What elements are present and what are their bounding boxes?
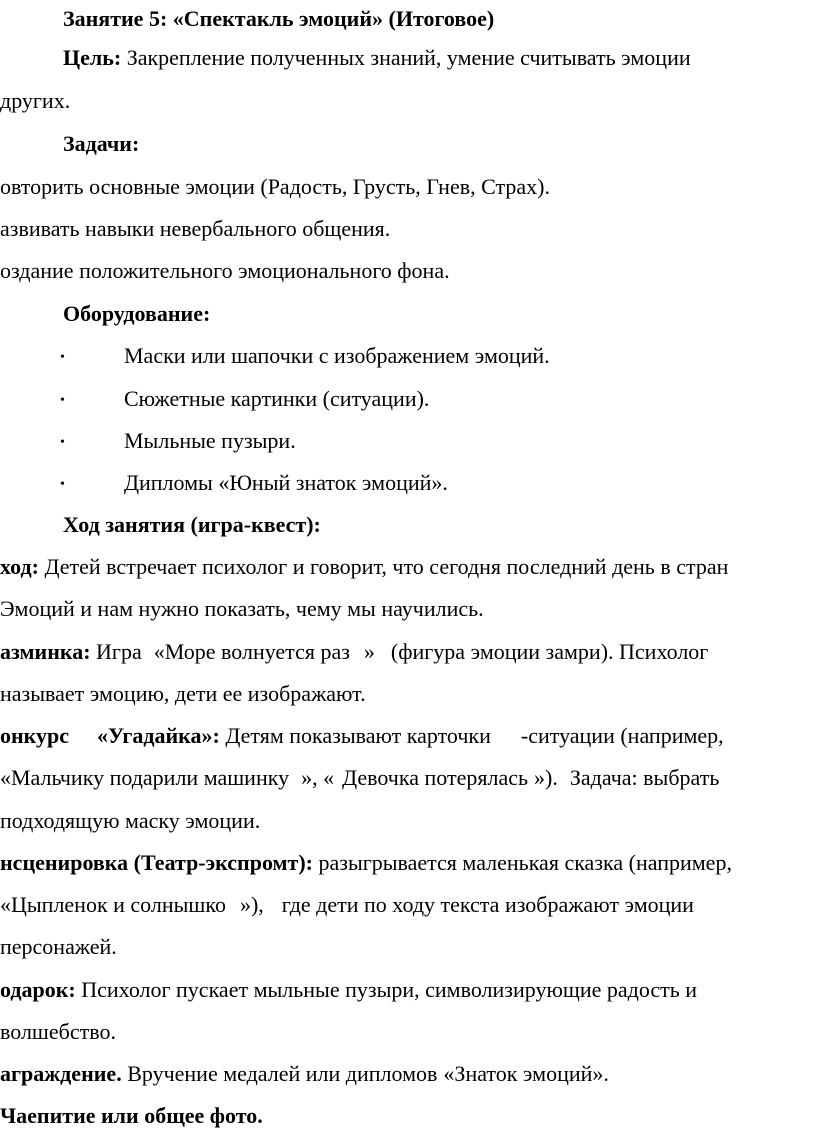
tasks-heading: Задачи: — [63, 131, 140, 156]
contest-task: Задача: выбрать — [569, 765, 720, 790]
task-item: овторить основные эмоции (Радость, Грусть, Гнев, Страх). — [0, 174, 550, 199]
warmup-label: азминка: — [0, 639, 91, 664]
award-label: аграждение. — [0, 1061, 122, 1086]
task-item: азвивать навыки невербального общения. — [0, 216, 391, 241]
goal-line — [63, 45, 691, 71]
staging-tale: «Цыпленок и солнышко — [0, 892, 226, 917]
task-item: оздание положительного эмоционального фона. — [0, 258, 450, 283]
entry-text-cont: Эмоций и нам нужно показать, чему мы научились. — [0, 596, 484, 621]
equipment-item: Дипломы «Юный знаток эмоций». — [124, 470, 448, 495]
contest-quote-end: »). — [534, 765, 558, 790]
staging-label: нсценировка (Театр-экспромт): — [0, 850, 313, 875]
final-step: Чаепитие или общее фото. — [0, 1103, 263, 1128]
equipment-item: Сюжетные картинки (ситуации). — [124, 386, 430, 411]
bullet-icon: • — [60, 477, 65, 492]
contest-line — [0, 723, 724, 749]
contest-example-1: «Мальчику подарили машинку — [0, 765, 290, 790]
award-diploma: «Знаток эмоций». — [443, 1061, 609, 1086]
course-heading: Ход занятия (игра-квест): — [63, 512, 321, 537]
bullet-icon: • — [60, 435, 65, 450]
entry-line — [0, 554, 728, 580]
warmup-line — [0, 639, 708, 665]
award-text: Вручение медалей или дипломов — [121, 1061, 438, 1086]
warmup-text-cont: называет эмоцию, дети ее изображают. — [0, 681, 366, 706]
warmup-game: «Море волнуется раз — [153, 639, 350, 664]
contest-text-2: -ситуации (например, — [520, 723, 724, 748]
contest-quote-sep: », « — [301, 765, 335, 790]
staging-text: разыгрывается маленькая сказка (например, — [312, 850, 732, 875]
bullet-icon: • — [60, 393, 65, 408]
entry-text: Детей встречает психолог и говорит, что сегодня последний день в стран — [38, 554, 729, 579]
contest-label: онкурс — [0, 723, 70, 748]
equipment-item: Маски или шапочки с изображением эмоций. — [124, 343, 550, 368]
goal-label: Цель: — [63, 45, 122, 70]
contest-example-2: Девочка потерялась — [342, 765, 529, 790]
contest-text-cont: подходящую маску эмоции. — [0, 808, 261, 833]
contest-game-label: «Угадайка»: — [97, 723, 220, 748]
equipment-heading: Оборудование: — [63, 301, 211, 326]
gift-text-cont: волшебство. — [0, 1019, 116, 1044]
warmup-text-2: (фигура эмоции замри). Психолог — [390, 639, 709, 664]
goal-text: Закрепление полученных знаний, умение считывать эмоции — [121, 45, 691, 70]
contest-line-2 — [0, 765, 719, 791]
warmup-quote: » — [363, 639, 375, 664]
warmup-text: Игра — [90, 639, 142, 664]
entry-label: ход: — [0, 554, 39, 579]
bullet-icon: • — [60, 350, 65, 365]
staging-text-cont: персонажей. — [0, 934, 117, 959]
gift-line — [0, 977, 697, 1003]
contest-text: Детям показывают карточки — [219, 723, 491, 748]
lesson-title: Занятие 5: «Спектакль эмоций» (Итоговое) — [63, 6, 495, 31]
staging-text-2: где дети по ходу текста изображают эмоции — [281, 892, 694, 917]
equipment-item: Мыльные пузыри. — [124, 428, 296, 453]
gift-text: Психолог пускает мыльные пузыри, символизирующие радость и — [75, 977, 698, 1002]
staging-line-2 — [0, 892, 694, 918]
goal-text-cont: других. — [0, 88, 71, 113]
staging-quote-end: »), — [239, 892, 264, 917]
award-line — [0, 1061, 609, 1087]
staging-line — [0, 850, 732, 876]
gift-label: одарок: — [0, 977, 76, 1002]
